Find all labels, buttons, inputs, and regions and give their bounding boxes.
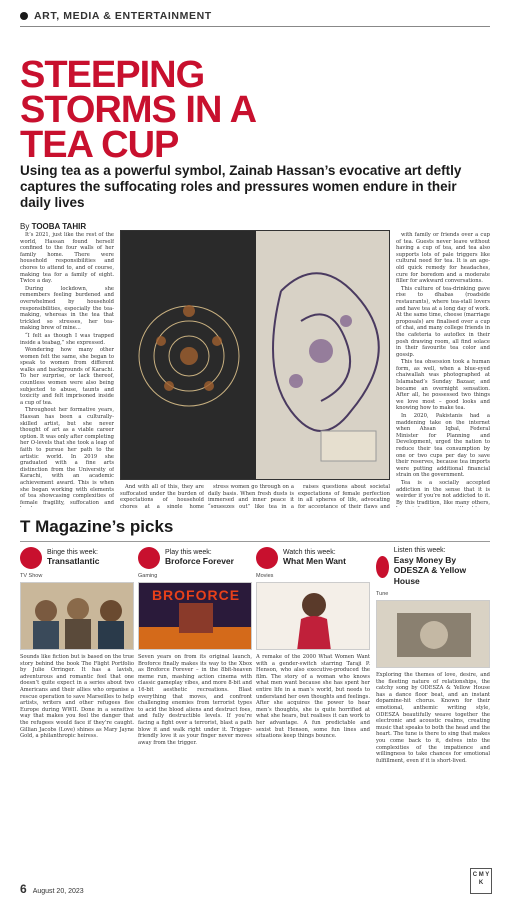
pick-movie	[256, 547, 370, 866]
folio	[20, 882, 84, 896]
headline-line: STORMS IN A	[20, 89, 257, 131]
divider	[20, 541, 490, 542]
pick-category: Tune	[376, 591, 389, 597]
poster-image	[21, 583, 134, 650]
article-column-4: raises questions about societal expectations of female perfection in all spheres of life, advocating for acceptance of their flaws and	[298, 484, 390, 508]
pick-tv	[20, 547, 134, 866]
issue-date: August 20, 2023	[32, 888, 84, 895]
pick-heading: Watch this week: What Men Want	[283, 548, 346, 566]
cmyk-logo: C M Y K	[470, 868, 492, 894]
section-bullet-icon	[20, 12, 28, 20]
headline	[20, 54, 350, 166]
poster-image	[377, 601, 490, 668]
deck: Using tea as a powerful symbol, Zainab Hassan’s evocative art deftly captures the suffocating roles and pressures women endure in their daily lives	[20, 163, 462, 210]
article-column-6: with family or friends over a cup of tea. Guests never leave without having a cup of tea, and tea also supports lots of pale triggers like cultural need for tea. It is an age-old quick remedy for headaches, cure for boredom and a moderate filler for awkward conversations. This culture of tea-drinking gave rise to dhabas (roadside restaurants), where tea-stall lovers and have tea at a long day of work. At the same time, cheese (marriage proposals) are finalised over a cup of chai, and many college friends in the cafeteria to autoflex in their posh drawing room, all find solace in their favourite tea color and gossip. This tea obsession took a human form, as well, when a blue-eyed chaiwallah was photographed at Islamabad’s Sunday Bazaar, and became an overnight sensation. After all, he possessed two things we love most – good looks and knowing how to make tea. In 2020, Pakistanis had a maddening take on the internet when Ahsan Iqbal, Federal Minister for Planning and Development, urged the nation to reduce their tea consumption by one or two cups per day to save their reserves, because tea imports were putting additional financial strain on the government. Tea is a socially accepted addiction in the sense that it is weirder if you’re not addicted to it. By this tradition, like many others,	[396, 232, 490, 506]
pick-text: Seven years on from its original launch, Broforce finally makes its way to the Xbox as Broforce Forever – in the 8bit-heaven meme run, mashing action cinema with classic gameplay vibes, and more 8-bit and 16-bit aesthetic recreations. Blast everything that moves, and confront challenging enemies from terrorist types to acid the blood aliens and destruct foes, and fully destructible levels. If you’re facing a fight over a terrorist, blast a path blow it and walk right under it. Trigger-friendly love it as your finger never moves away from the trigger.	[138, 654, 252, 746]
article-column-1: It’s 2021, just like the rest of the world, Hassan found herself confined to the four walls of her family home. There were household responsibilities and chores to attend to, and of course, making tea for a family of eight. Twice a day. During lockdown, she remembers feeling burdened and overwhelmed by household responsibilities, especially the tea-making, whereas in the tea that trickled so stresses, her tea-making brew of mine... “I felt as though I was trapped inside a teabag,” she expressed. Wondering how many other women felt the same, she began to speak to women from different walks and backgrounds of Karachi. To her surprise, or lack thereof, countless women were also being subjected to abuse, taunts and toxicity and felt imprisoned inside a cup of tea. Throughout her formative years, Hassan has been a culturally-skilled artist, but she never thought of art as a viable career option. It was only after completing her O-levels that she took a leap of faith to pursue her path to the artistic world. In 2019 she graduated with a fine arts distinction from the University of Karachi, with an academic achievement award. This is when she began working with elements of tea showcasing complexities of female fragility, suffocation and	[20, 232, 114, 506]
transatlantic-poster	[20, 582, 134, 650]
page-number: 6	[20, 882, 27, 896]
gamepad-icon	[138, 547, 160, 569]
headline-line: STEEPING	[20, 54, 205, 96]
pick-heading: Binge this week: Transatlantic	[47, 548, 100, 566]
picks-heading: T Magazine’s picks	[20, 517, 174, 536]
section-label: ART, MEDIA & ENTERTAINMENT	[20, 10, 490, 22]
pick-text: Exploring the themes of love, desire, and the fleeting nature of relationships, the catchy song by ODESZA & Yellow House has a dance floor beat, and an instant dopamine-hit chorus. Known for their emotional, anthemic writing style, ODESZA beautifully weave together the electronic and acoustic realms, creating music that speaks to both the head and the heart. The tune is there to sing that makes you come back to it, delves into the complexities of the impatience and willingness to take chances for emotional fulfillment, even if it is short-lived.	[376, 672, 490, 764]
headline-line: TEA CUP	[20, 124, 179, 166]
pick-text: Sounds like fiction but is based on the true story behind the book The Flight Portfolio by Julie Orringer. It has a lavish, adventurous and romantic feel that one doesn’t quite expect in a series about two Americans and their allies who organise a rescue operation to save Marseilles to help artists, writers and other refugees flee Europe during WWII. Done in a sensitive way that makes you feel the danger that the refugees would face if they’re caught. Gillian Jacobs (Love) shines as Mary Jayne Gold, a philanthropic heiress.	[20, 654, 134, 740]
pick-gaming	[138, 547, 252, 866]
pick-heading: Play this week: Broforce Forever	[165, 548, 234, 566]
byline: By TOOBA TAHIR	[20, 222, 87, 231]
poster-title: BROFORCE	[151, 587, 241, 603]
what-men-want-poster	[256, 582, 370, 650]
article-column-3: stress women go through on a daily basis. When fresh dusts is immersed and inner peace it “squeezes out” like tea in a	[208, 484, 294, 508]
artwork-illustration	[121, 231, 390, 480]
poster-image	[257, 583, 370, 650]
music-icon	[376, 556, 389, 578]
pick-text: A remake of the 2000 What Women Want with a gender-switch starring Taraji P. Henson, who also executive-produced the film. The story of a woman who knows what men want because she has spent her entire life in a man’s world, but needs to understand her own thoughts and feelings. After she acquires the power to hear men’s thoughts, she is quite horrified at what she hears, but realises it can work to her advantage. A fun predictable and sexist but Henson, some fun lines and situations keep things bounce.	[256, 654, 370, 740]
broforce-poster	[138, 582, 252, 650]
pick-category: TV Show	[20, 573, 43, 579]
pick-tune	[376, 547, 490, 884]
pick-heading: Listen this week: Easy Money By ODESZA & Yellow House	[393, 547, 467, 586]
divider	[20, 26, 490, 27]
film-icon	[256, 547, 278, 569]
tv-icon	[20, 547, 42, 569]
article-column-2: And with all of this, they are suffocated under the burden of expectations of household chores at a single home	[120, 484, 204, 508]
easy-money-cover	[376, 600, 490, 668]
artwork-image	[120, 230, 390, 480]
pick-category: Gaming	[138, 573, 158, 579]
pick-category: Movies	[256, 573, 274, 579]
